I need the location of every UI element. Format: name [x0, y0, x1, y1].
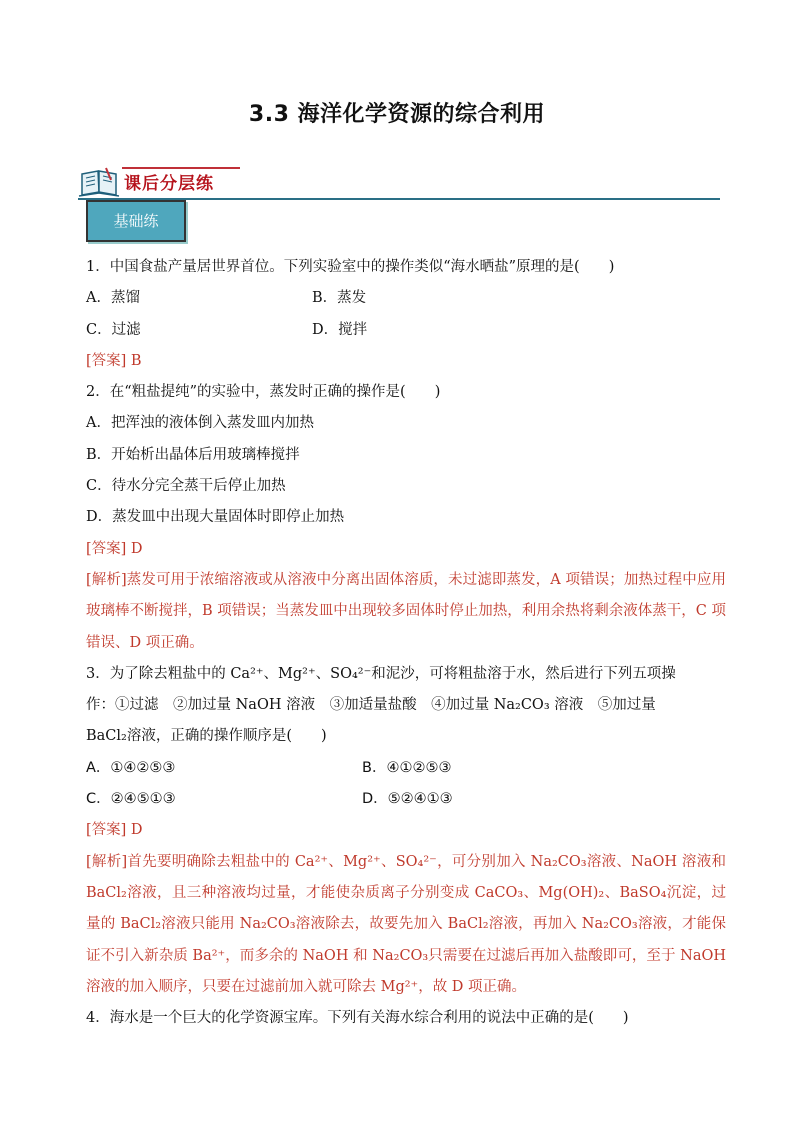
q2-option-a: A．把浑浊的液体倒入蒸发皿内加热 [86, 415, 314, 432]
book-icon [78, 166, 120, 200]
q3-option-d: D．⑤②④①③ [362, 791, 453, 808]
q1-options-row-2 [86, 315, 726, 346]
q3-analysis: [解析]首先要明确除去粗盐中的 Ca²⁺、Mg²⁺、SO₄²⁻，可分别加入 Na₂CO₃溶液、NaOH 溶液和 BaCl₂溶液，且三种溶液均过量，才能使杂质离子分别变成 CaCO₃、Mg(OH)₂、BaSO₄沉淀，过量的 BaCl₂溶液只能用 Na₂CO₃溶液除去，故要先加入 BaCl₂溶液，再加入 Na₂CO₃溶液，才能保证不引入新杂质 Ba²⁺，而多余的 NaOH 和 Na₂CO₃只需要在过滤后再加入盐酸即可，至于 NaOH 溶液的加入顺序，只要在过滤前加入就可除去 Mg²⁺，故 D 项正确。 [86, 853, 726, 995]
q1-answer: [答案] B [86, 352, 142, 369]
q3-option-c: C．②④⑤①③ [86, 791, 176, 808]
q2-analysis: [解析]蒸发可用于浓缩溶液或从溶液中分离出固体溶质，未过滤即蒸发，A 项错误；加热过程中应用玻璃棒不断搅拌，B 项错误；当蒸发皿中出现较多固体时停止加热，利用余热将剩余液体蒸干，C 项错误、D 项正确。 [86, 571, 726, 651]
q4-stem: 4．海水是一个巨大的化学资源宝库。下列有关海水综合利用的说法中正确的是( ) [86, 1010, 629, 1027]
q1-options-row-1 [86, 283, 726, 314]
q3-stem-line-2: 作：①过滤 ②加过量 NaOH 溶液 ③加适量盐酸 ④加过量 Na₂CO₃ 溶液 ⑤加过量 [86, 697, 656, 714]
q3-options-row-2 [86, 784, 726, 815]
q3-options-row-1 [86, 753, 726, 784]
question-list [86, 252, 726, 1034]
q1-stem: 1．中国食盐产量居世界首位。下列实验室中的操作类似“海水晒盐”原理的是( ) [86, 259, 615, 275]
q1-option-b: B．蒸发 [312, 290, 367, 307]
q1-option-c: C．过滤 [86, 321, 141, 338]
q2-option-b: B．开始析出晶体后用玻璃棒搅拌 [86, 446, 300, 463]
q2-answer: [答案] D [86, 540, 143, 557]
q1-option-a: A．蒸馏 [86, 290, 140, 307]
q3-option-b: B．④①②⑤③ [362, 759, 452, 776]
section-title: 课后分层练 [124, 174, 214, 194]
q2-option-d: D．蒸发皿中出现大量固体时即停止加热 [86, 509, 345, 526]
q2-option-c: C．待水分完全蒸干后停止加热 [86, 478, 286, 495]
q3-stem-line-1: 3．为了除去粗盐中的 Ca²⁺、Mg²⁺、SO₄²⁻和泥沙，可将粗盐溶于水，然后进行下列五项操 [86, 665, 676, 682]
q3-option-a: A．①④②⑤③ [86, 759, 176, 776]
q2-stem: 2．在“粗盐提纯”的实验中，蒸发时正确的操作是( ) [86, 384, 441, 401]
tab-basic-practice: 基础练 [86, 200, 186, 242]
section-header [78, 166, 720, 202]
page-title: 3.3 海洋化学资源的综合利用 [248, 102, 546, 127]
q1-option-d: D．搅拌 [312, 321, 368, 338]
q3-stem-line-3: BaCl₂溶液，正确的操作顺序是( ) [86, 728, 327, 745]
q3-answer: [答案] D [86, 822, 143, 839]
